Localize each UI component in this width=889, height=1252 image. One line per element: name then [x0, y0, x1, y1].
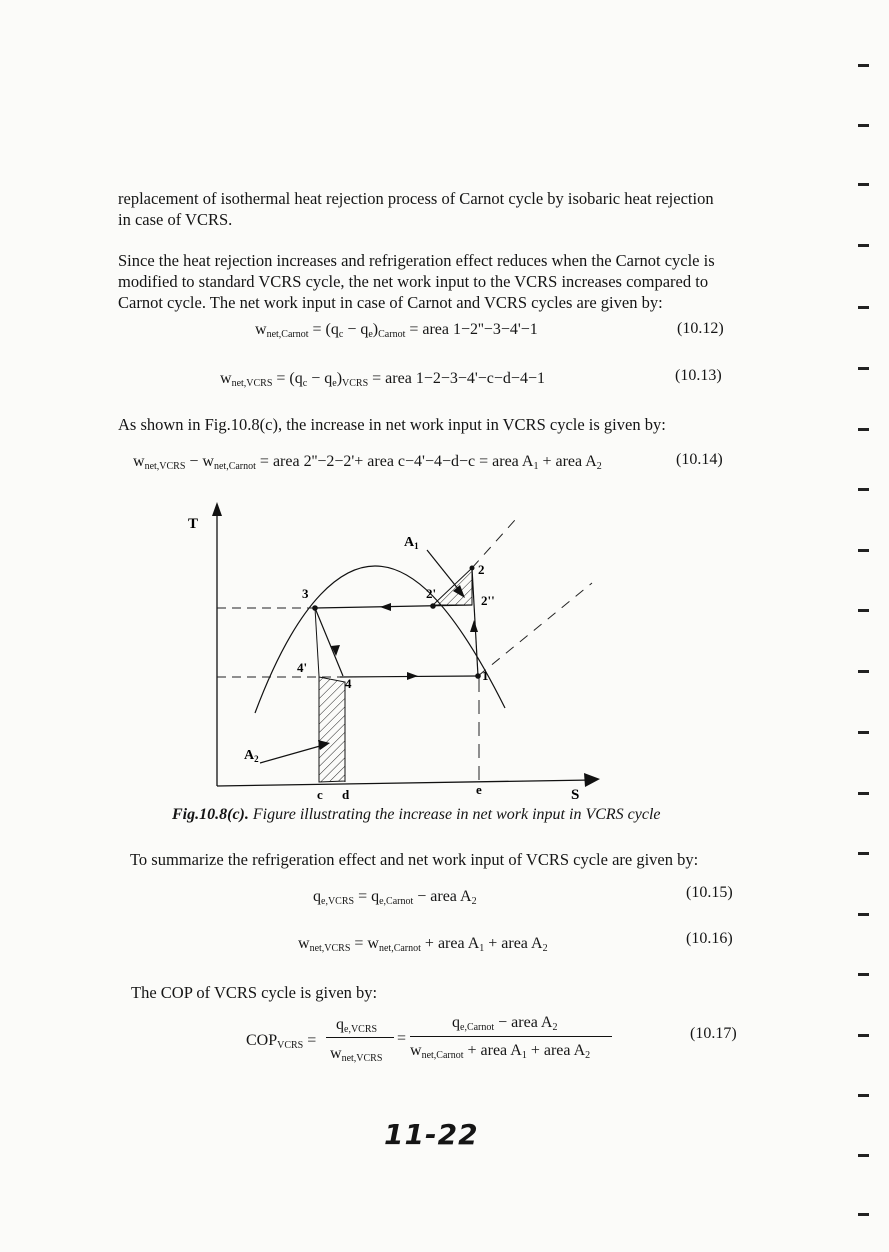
equation-number-10-15: (10.15)	[686, 884, 733, 901]
label-point-2: 2	[478, 562, 485, 577]
margin-mark	[858, 973, 869, 976]
tick-label-d: d	[342, 787, 350, 802]
label-point-4: 4	[345, 676, 352, 691]
equation-10-16: wnet,VCRS = wnet,Carnot + area A1 + area A2	[298, 935, 548, 954]
label-area-a2: $A_2$	[244, 748, 259, 764]
leader-a2	[260, 746, 320, 763]
fraction-1-numerator: qe,VCRS	[336, 1016, 378, 1035]
guide-line-upper	[472, 520, 515, 568]
paragraph-intro: replacement of isothermal heat rejection process of Carnot cycle by isobaric heat rejection in case of VCRS.	[118, 189, 714, 229]
equation-10-15: qe,VCRS = qe,Carnot − area A2	[313, 888, 477, 907]
equation-10-13: wnet,VCRS = (qc − qe)VCRS = area 1−2−3−4'−c−d−4−1	[220, 370, 545, 389]
equation-10-17-lhs: COPVCRS =	[246, 1032, 317, 1051]
equation-number-10-12: (10.12)	[677, 320, 724, 337]
s-axis	[217, 780, 592, 786]
arrow-condensation	[380, 603, 391, 611]
fraction-1-bar	[326, 1037, 394, 1038]
arrow-evaporation	[407, 672, 418, 680]
margin-mark	[858, 488, 869, 491]
state-point-2p	[430, 603, 436, 609]
line-3-4p	[315, 608, 319, 676]
s-axis-label: S	[571, 787, 580, 803]
fraction-1-denominator: wnet,VCRS	[330, 1045, 383, 1064]
label-point-2pp: 2''	[481, 593, 495, 608]
margin-mark	[858, 306, 869, 309]
margin-mark	[858, 64, 869, 67]
label-point-4p: 4'	[297, 660, 308, 675]
label-area-a1: $A_1$	[404, 535, 419, 551]
tick-label-c: c	[317, 787, 323, 802]
state-point-2	[470, 566, 475, 571]
margin-mark	[858, 1094, 869, 1097]
ts-diagram	[180, 498, 610, 808]
margin-mark	[858, 244, 869, 247]
margin-mark	[858, 1154, 869, 1157]
equation-10-12: wnet,Carnot = (qc − qe)Carnot = area 1−2''−3−4'−1	[255, 321, 538, 340]
paragraph-increase: As shown in Fig.10.8(c), the increase in net work input in VCRS cycle is given by:	[118, 415, 666, 434]
area-a1-hatch	[433, 568, 472, 605]
margin-mark	[858, 549, 869, 552]
tick-label-e: e	[476, 782, 482, 797]
margin-mark	[858, 731, 869, 734]
label-point-2p: 2'	[426, 586, 437, 601]
state-point-3	[312, 605, 318, 611]
margin-mark	[858, 913, 869, 916]
margin-mark	[858, 367, 869, 370]
line-3-4	[315, 608, 343, 676]
equation-number-10-16: (10.16)	[686, 930, 733, 947]
area-a2-hatch	[319, 677, 345, 782]
fraction-2-bar	[410, 1036, 612, 1037]
guide-line-lower	[478, 583, 592, 676]
paragraph-summarize: To summarize the refrigeration effect and net work input of VCRS cycle are given by:	[130, 850, 699, 869]
equation-number-10-14: (10.14)	[676, 451, 723, 468]
label-point-3: 3	[302, 586, 309, 601]
t-axis-label: T	[188, 516, 199, 532]
equation-number-10-17: (10.17)	[690, 1025, 737, 1042]
margin-mark	[858, 428, 869, 431]
margin-mark	[858, 124, 869, 127]
line-2pp-3	[315, 605, 472, 608]
t-axis-arrow	[212, 502, 222, 516]
margin-mark	[858, 609, 869, 612]
arrow-compression	[470, 620, 478, 632]
paragraph-heat-rejection: Since the heat rejection increases and refrigeration effect reduces when the Carnot cycle is modified to standard VCRS cycle, the net work input to the VCRS increases compared to Carnot cycle. The net work input in case of Carnot and VCRS cycles are given by:	[118, 251, 715, 312]
margin-mark	[858, 183, 869, 186]
margin-mark	[858, 852, 869, 855]
page-number: 11-22	[384, 1118, 479, 1151]
margin-mark	[858, 792, 869, 795]
margin-mark	[858, 1213, 869, 1216]
state-point-1	[475, 673, 481, 679]
fraction-2-denominator: wnet,Carnot + area A1 + area A2	[410, 1042, 591, 1061]
margin-mark	[858, 670, 869, 673]
equation-10-17-eq2: =	[397, 1030, 407, 1047]
leader-a1	[427, 550, 459, 590]
paragraph-cop: The COP of VCRS cycle is given by:	[131, 983, 378, 1002]
margin-mark	[858, 1034, 869, 1037]
fraction-2-numerator: qe,Carnot − area A2	[452, 1014, 558, 1033]
figure-caption: Fig.10.8(c). Figure illustrating the increase in net work input in VCRS cycle	[172, 806, 661, 823]
equation-number-10-13: (10.13)	[675, 367, 722, 384]
line-1-2	[472, 568, 478, 676]
s-axis-arrow	[584, 773, 600, 787]
equation-10-14: wnet,VCRS − wnet,Carnot = area 2''−2−2'+ area c−4'−4−d−c = area A1 + area A2	[133, 453, 602, 472]
label-point-1: 1	[482, 668, 489, 683]
